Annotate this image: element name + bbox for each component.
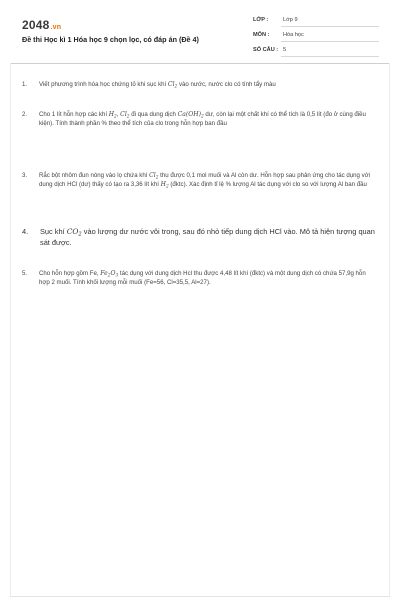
formula-h2 (109, 111, 117, 118)
formula-symbol: O (110, 270, 116, 277)
formula-fe2o3 (100, 270, 118, 277)
question-text-part: thu được 0,1 mol muối và Al còn dư. Hỗn hợp sau phản ứng cho tác dụng với dung dịch HCl (dư) thấy có tạo ra 3,36 lít khí (39, 172, 371, 189)
formula-subscript: 2 (201, 114, 204, 120)
question-number: 1. (22, 81, 28, 88)
question-text-part: Rắc bột nhôm đun nóng vào lọ chứa khí (39, 172, 150, 179)
formula-subscript: 2 (107, 273, 111, 279)
question-text-part: , (116, 111, 121, 118)
question-text-part: vào lượng dư nước vôi trong, sau đó nhỏ tiếp dung dịch HCl vào. Mô tả hiện tượng quan sát được. (40, 227, 375, 247)
question-4 (22, 226, 377, 248)
formula-symbol: CO (66, 227, 79, 236)
formula-subscript: 2 (174, 84, 178, 90)
question-text (40, 226, 377, 248)
question-text (39, 80, 377, 89)
meta-divider (281, 56, 379, 57)
logo-suffix: .vn (50, 24, 62, 31)
question-number: 2. (22, 111, 28, 118)
question-number: 4. (22, 227, 29, 236)
question-5 (22, 269, 377, 288)
formula-cl2 (120, 111, 129, 118)
formula-subscript: 2 (114, 114, 117, 120)
formula-co2 (67, 227, 82, 236)
question-3 (22, 171, 377, 190)
question-1 (22, 80, 377, 89)
meta-divider (281, 41, 379, 42)
question-text-part: Viết phương trình hóa học chứng tỏ khi sục khí (39, 81, 168, 88)
formula-subscript: 2 (78, 231, 82, 238)
formula-h2 (161, 181, 169, 188)
question-text-part: Sục khí (40, 227, 67, 236)
formula-subscript: 2 (126, 114, 130, 120)
formula-symbol: Fe (100, 270, 108, 277)
question-text-part: (đktc). Xác định tỉ lệ % lượng Al tác dụng với clo so với lượng Al ban đầu (168, 181, 367, 189)
formula-subscript: 2 (155, 175, 159, 181)
meta-class-value: Lớp 9 (283, 17, 298, 23)
page-border-right (389, 63, 390, 596)
question-text-part: đi qua dung dịch (129, 111, 178, 118)
question-text-part: Cho hỗn hợp gồm Fe, (39, 270, 101, 277)
question-text (39, 110, 377, 129)
formula-symbol: Cl (120, 111, 127, 118)
question-number: 3. (22, 172, 28, 179)
site-logo[interactable] (22, 18, 61, 32)
question-text-part: Cho 1 lít hỗn hợp các khí (39, 111, 109, 118)
formula-symbol: Cl (167, 81, 175, 88)
formula-symbol: Ca(OH) (177, 111, 201, 118)
formula-subscript: 2 (165, 184, 169, 190)
header-divider (10, 63, 390, 64)
formula-subscript: 3 (115, 273, 119, 279)
meta-count-label: SỐ CÂU : (253, 47, 279, 53)
page-border-bottom (10, 596, 390, 597)
formula-symbol: Cl (149, 172, 156, 179)
meta-subject-value: Hóa học (283, 32, 304, 38)
meta-class-label: LỚP : (253, 17, 269, 23)
logo-main: 2048 (22, 18, 50, 32)
question-number: 5. (22, 270, 28, 277)
question-2 (22, 110, 377, 129)
question-text-part: vào nước, nước clo có tính tẩy màu (177, 81, 276, 88)
question-text (39, 269, 377, 288)
page-border-left (10, 63, 11, 596)
formula-cl2 (168, 81, 177, 88)
question-text (39, 171, 377, 190)
formula-caoh2 (178, 111, 204, 118)
meta-divider (281, 26, 379, 27)
question-text-part: dư, còn lại một chất khí có thể tích là 0,5 lít (đo ở cùng điều kiện). Tính thành phần % theo thể tích của clo trong hỗn hợp ban đầu (39, 111, 366, 128)
meta-count-value: 5 (283, 47, 287, 53)
exam-title: Đề thi Học kì 1 Hóa học 9 chọn lọc, có đáp án (Đề 4) (22, 35, 199, 44)
question-text-part: tác dụng với dung dịch Hcl thu được 4,48 lít khí (đktc) và một dung dịch có chứa 57,9g hỗn hợp 2 muối. Tính khối lượng mỗi muối (Fe=56, Cl=35,5, Al=27). (39, 270, 366, 287)
meta-subject-label: MÔN : (253, 32, 270, 38)
formula-symbol: H (160, 181, 166, 189)
formula-symbol: H (108, 111, 115, 118)
